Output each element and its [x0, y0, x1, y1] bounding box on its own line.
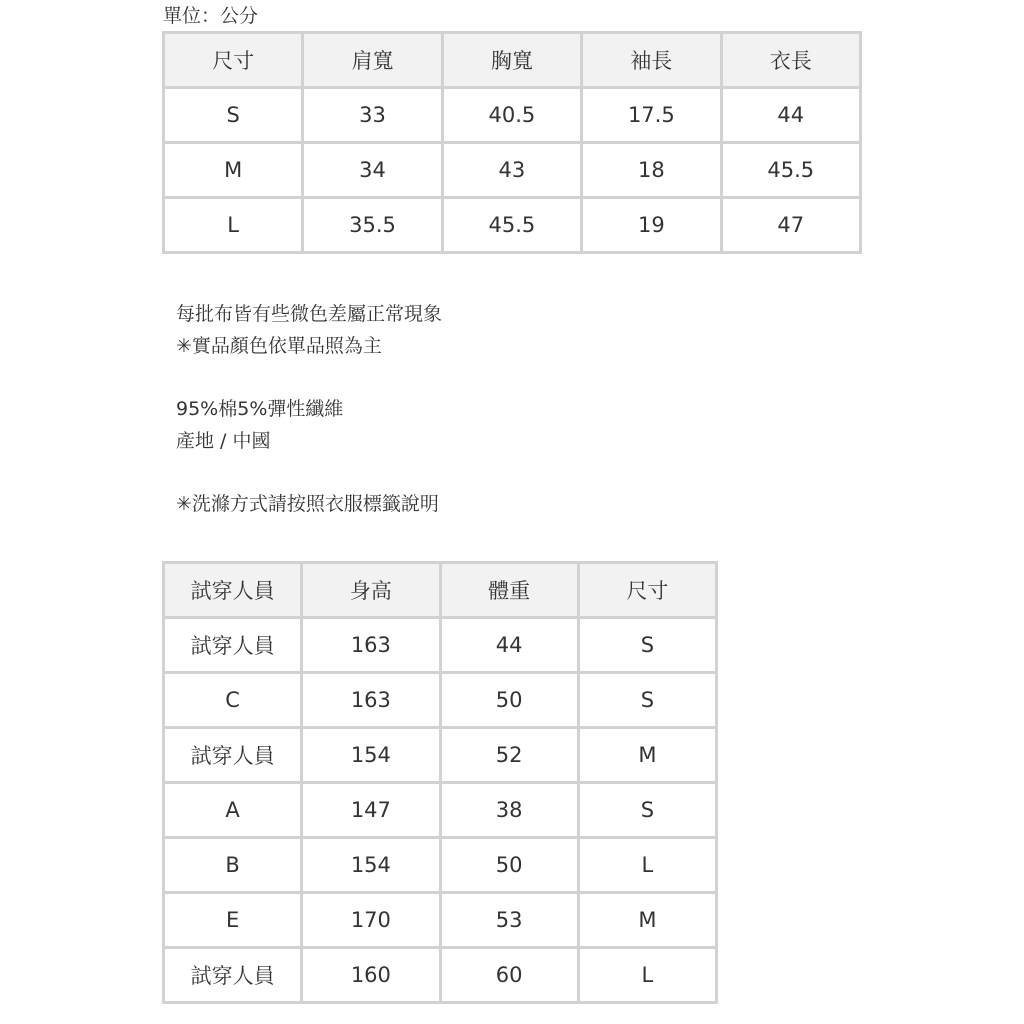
table-cell: L [580, 839, 715, 891]
table-row [165, 729, 715, 781]
table-cell: 154 [303, 839, 438, 891]
color-note: 每批布皆有些微色差屬正常現象 [176, 303, 443, 325]
table-row [165, 894, 715, 946]
table-cell: 35.5 [304, 199, 440, 251]
fit-chart-table [162, 561, 718, 1004]
washing-note: ✳洗滌方式請按照衣服標籤說明 [176, 493, 439, 515]
table-cell: 50 [442, 839, 577, 891]
table-row [165, 674, 715, 726]
table-cell: B [165, 839, 300, 891]
table-cell: 試穿人員 [165, 949, 300, 1001]
size-chart-table [162, 31, 862, 254]
table-cell: 34 [304, 144, 440, 196]
table-cell: 160 [303, 949, 438, 1001]
table-cell: 163 [303, 674, 438, 726]
table-cell: 44 [723, 89, 859, 141]
table-cell: 44 [442, 619, 577, 671]
table-cell: L [165, 199, 301, 251]
header-cell: 體重 [442, 564, 577, 616]
table-cell: 47 [723, 199, 859, 251]
table-cell: 53 [442, 894, 577, 946]
header-cell: 衣長 [723, 34, 859, 86]
header-cell: 身高 [303, 564, 438, 616]
size-chart-header-row [165, 34, 859, 86]
table-cell: C [165, 674, 300, 726]
fit-chart-header-row [165, 564, 715, 616]
table-row [165, 89, 859, 141]
table-cell: 17.5 [583, 89, 719, 141]
table-cell: 170 [303, 894, 438, 946]
header-cell: 肩寬 [304, 34, 440, 86]
table-cell: 163 [303, 619, 438, 671]
table-row [165, 784, 715, 836]
table-cell: M [580, 894, 715, 946]
table-cell: S [580, 619, 715, 671]
table-cell: 33 [304, 89, 440, 141]
table-cell: 43 [444, 144, 580, 196]
table-cell: 19 [583, 199, 719, 251]
table-cell: S [165, 89, 301, 141]
table-cell: 45.5 [444, 199, 580, 251]
table-cell: 52 [442, 729, 577, 781]
table-cell: M [580, 729, 715, 781]
table-cell: E [165, 894, 300, 946]
material-note: 95%棉5%彈性纖維 [176, 398, 344, 420]
table-cell: 50 [442, 674, 577, 726]
header-cell: 胸寬 [444, 34, 580, 86]
table-cell: S [580, 674, 715, 726]
table-row [165, 619, 715, 671]
unit-label: 單位：公分 [163, 5, 259, 27]
header-cell: 尺寸 [580, 564, 715, 616]
color-note: ✳實品顏色依單品照為主 [176, 335, 382, 357]
table-cell: 147 [303, 784, 438, 836]
table-cell: 154 [303, 729, 438, 781]
table-row [165, 144, 859, 196]
table-cell: A [165, 784, 300, 836]
table-cell: 18 [583, 144, 719, 196]
header-cell: 試穿人員 [165, 564, 300, 616]
table-cell: 40.5 [444, 89, 580, 141]
table-cell: 試穿人員 [165, 729, 300, 781]
table-cell: 試穿人員 [165, 619, 300, 671]
table-cell: 45.5 [723, 144, 859, 196]
table-row [165, 949, 715, 1001]
table-cell: 60 [442, 949, 577, 1001]
table-cell: S [580, 784, 715, 836]
table-cell: M [165, 144, 301, 196]
origin-note: 產地 / 中國 [176, 430, 271, 452]
header-cell: 袖長 [583, 34, 719, 86]
header-cell: 尺寸 [165, 34, 301, 86]
table-row [165, 199, 859, 251]
product-notes [176, 298, 442, 520]
table-cell: L [580, 949, 715, 1001]
table-cell: 38 [442, 784, 577, 836]
table-row [165, 839, 715, 891]
